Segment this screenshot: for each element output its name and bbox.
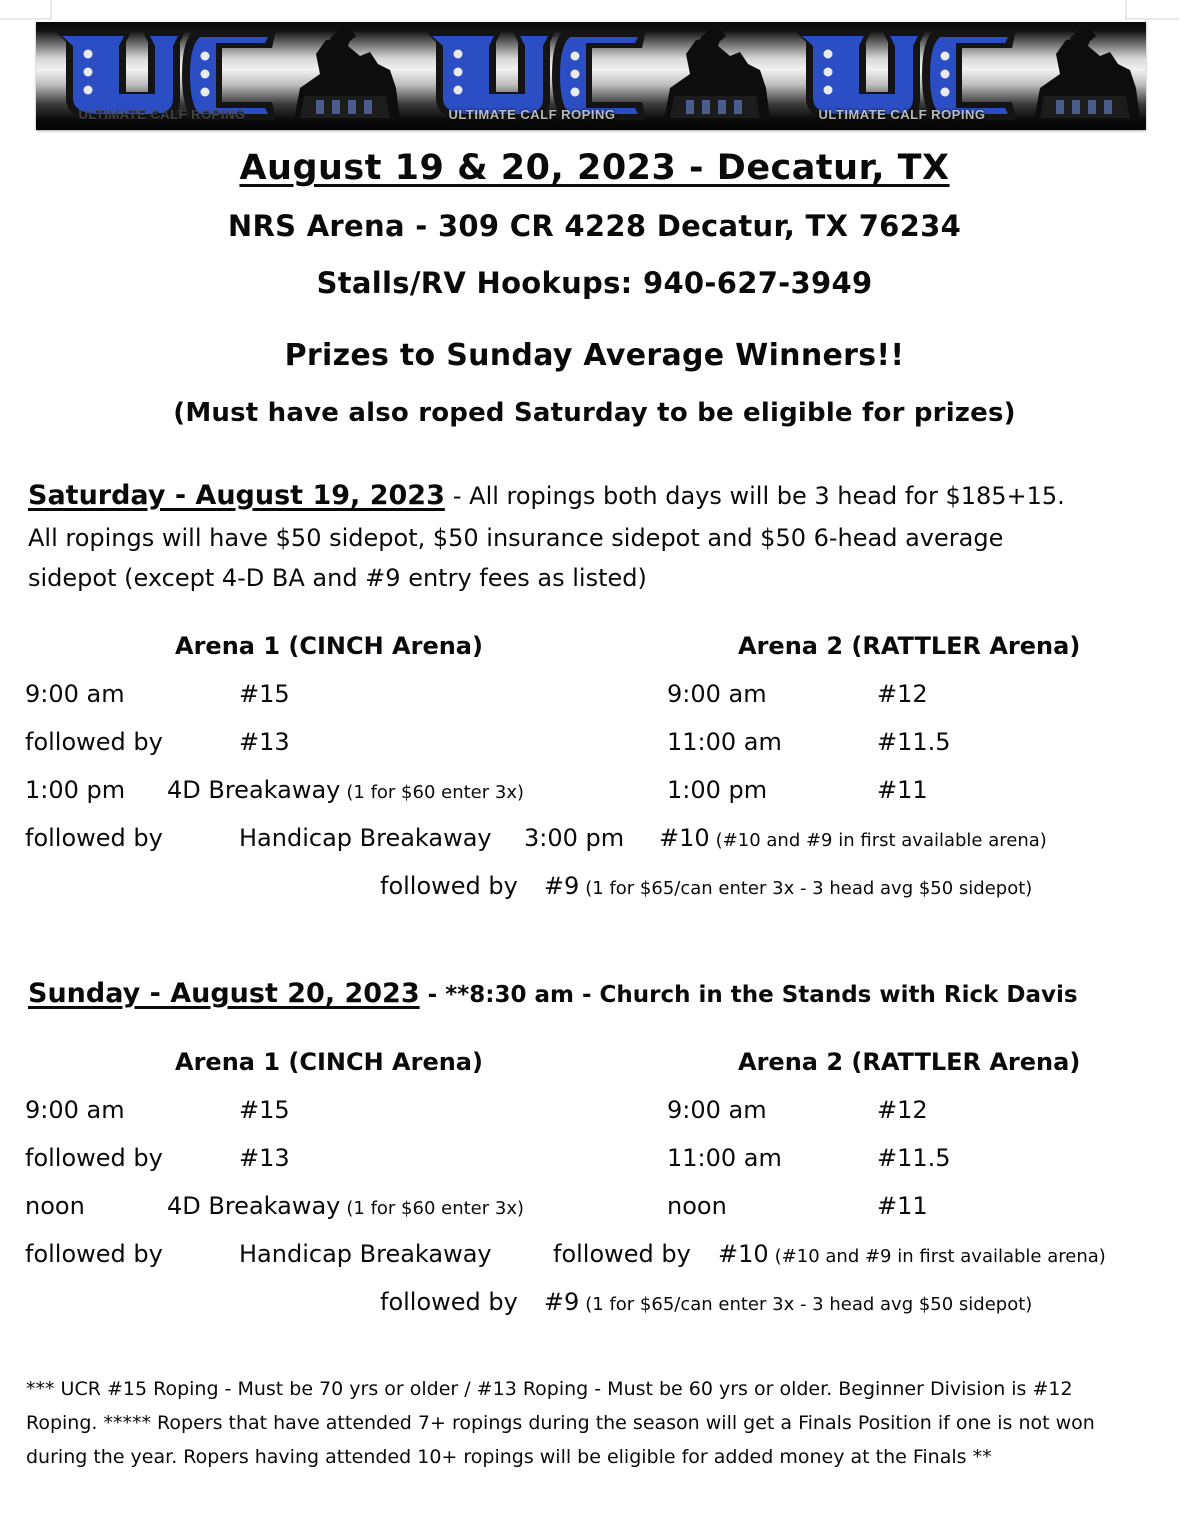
sunday-heading: Sunday - August 20, 2023 [28,978,420,1009]
saturday-arena1-row-time: followed by [25,728,163,756]
saturday-arena2-row-time: 1:00 pm [667,776,768,804]
saturday-final-event: #9 [543,872,580,900]
saturday-arena1-row-note: (1 for $60 enter 3x) [346,782,524,803]
sunday-arena1-row-time: 9:00 am [25,1096,125,1124]
sunday-arena1-row-event: #13 [239,1144,290,1172]
saturday-arena1-header: Arena 1 (CINCH Arena) [175,632,483,660]
sunday-arena2-row-note: (#10 and #9 in first available arena) [774,1246,1106,1267]
sunday-arena1-header: Arena 1 (CINCH Arena) [175,1048,483,1076]
sunday-arena1-row-event-group [167,1192,524,1220]
footnote-line-2: Roping. ***** Ropers that have attended 7+ ropings during the season will get a Finals Position if one is not won [26,1412,1095,1434]
sunday-heading-line [28,978,1078,1009]
sunday-arena2-header: Arena 2 (RATTLER Arena) [738,1048,1081,1076]
logo-unit-1 [36,22,406,130]
saturday-arena2-row-note: (#10 and #9 in first available arena) [715,830,1047,851]
saturday-final-lead: followed by [380,872,518,900]
sunday-arena1-row-event: Handicap Breakaway [239,1240,492,1268]
roper-horse-icon [1026,22,1146,130]
sunday-arena1-row-event: 4D Breakaway [167,1192,341,1220]
uc-logo-tagline: ULTIMATE CALF ROPING [818,107,986,122]
sunday-arena1-row-note: (1 for $60 enter 3x) [346,1198,524,1219]
saturday-arena2-row-time: 9:00 am [667,680,767,708]
uc-logo-tagline: ULTIMATE CALF ROPING [78,107,246,122]
saturday-arena1-row-time: 9:00 am [25,680,125,708]
stalls-rv-phone: Stalls/RV Hookups: 940-627-3949 [316,266,873,300]
sunday-arena2-row-event: #12 [877,1096,928,1124]
sunday-heading-tail: - **8:30 am - Church in the Stands with Rick Davis [427,982,1078,1008]
saturday-arena2-row-event: #10 [659,824,710,852]
saturday-arena2-row-event-group [659,824,1047,852]
sunday-arena2-row-time: noon [667,1192,727,1220]
roper-horse-icon [656,22,776,130]
sunday-final-note: (1 for $65/can enter 3x - 3 head avg $50 sidepot) [585,1294,1033,1315]
saturday-heading: Saturday - August 19, 2023 [28,480,445,511]
sunday-arena2-row-time: 11:00 am [667,1144,782,1172]
saturday-arena1-row-event: #15 [239,680,290,708]
sunday-arena2-row-event-group [718,1240,1106,1268]
sunday-arena1-row-time: followed by [25,1144,163,1172]
ucr-logo-banner [36,22,1146,130]
saturday-arena1-row-event: 4D Breakaway [167,776,341,804]
sunday-arena2-row-event: #11.5 [877,1144,951,1172]
saturday-rules-line-2: All ropings will have $50 sidepot, $50 insurance sidepot and $50 6-head average [28,524,1004,552]
saturday-arena1-row-event-group [167,776,524,804]
sunday-final-row [380,1288,1032,1316]
saturday-heading-line [28,480,1065,511]
uc-logo-tagline: ULTIMATE CALF ROPING [448,107,616,122]
uc-logo-icon [406,22,656,130]
saturday-heading-tail: - All ropings both days will be 3 head for $185+15. [452,482,1065,510]
saturday-arena2-row-time: 3:00 pm [524,824,625,852]
page-title: August 19 & 20, 2023 - Decatur, TX [239,148,950,188]
sunday-final-lead: followed by [380,1288,518,1316]
saturday-rules-line-3: sidepot (except 4-D BA and #9 entry fees as listed) [28,564,647,592]
crop-mark-top-left [0,0,52,20]
uc-logo-icon [776,22,1026,130]
footnote-line-3: during the year. Ropers having attended 10+ ropings will be eligible for added money at the Finals ** [26,1446,992,1468]
roper-horse-icon [286,22,406,130]
saturday-arena2-row-event: #11 [877,776,928,804]
venue-address: NRS Arena - 309 CR 4228 Decatur, TX 76234 [227,209,962,243]
logo-unit-3 [776,22,1146,130]
uc-logo-icon [36,22,286,130]
prizes-headline: Prizes to Sunday Average Winners!! [284,338,905,373]
saturday-arena1-row-time: followed by [25,824,163,852]
saturday-arena1-row-event: #13 [239,728,290,756]
sunday-arena1-row-time: noon [25,1192,85,1220]
saturday-arena2-row-event: #11.5 [877,728,951,756]
sunday-arena1-row-time: followed by [25,1240,163,1268]
sunday-arena2-row-time: followed by [553,1240,691,1268]
sunday-arena2-row-time: 9:00 am [667,1096,767,1124]
saturday-final-row [380,872,1032,900]
sunday-arena2-row-event: #10 [718,1240,769,1268]
saturday-arena1-row-time: 1:00 pm [25,776,126,804]
saturday-arena2-header: Arena 2 (RATTLER Arena) [738,632,1081,660]
logo-unit-2 [406,22,776,130]
saturday-arena1-row-event: Handicap Breakaway [239,824,492,852]
saturday-final-note: (1 for $65/can enter 3x - 3 head avg $50 sidepot) [585,878,1033,899]
sunday-arena2-row-event: #11 [877,1192,928,1220]
prizes-eligibility-note: (Must have also roped Saturday to be eligible for prizes) [173,398,1016,428]
footnote-line-1: *** UCR #15 Roping - Must be 70 yrs or older / #13 Roping - Must be 60 yrs or older. Beginner Division is #12 [26,1378,1073,1400]
saturday-arena2-row-event: #12 [877,680,928,708]
sunday-final-event: #9 [543,1288,580,1316]
saturday-arena2-row-time: 11:00 am [667,728,782,756]
sunday-arena1-row-event: #15 [239,1096,290,1124]
crop-mark-top-right [1125,0,1179,20]
